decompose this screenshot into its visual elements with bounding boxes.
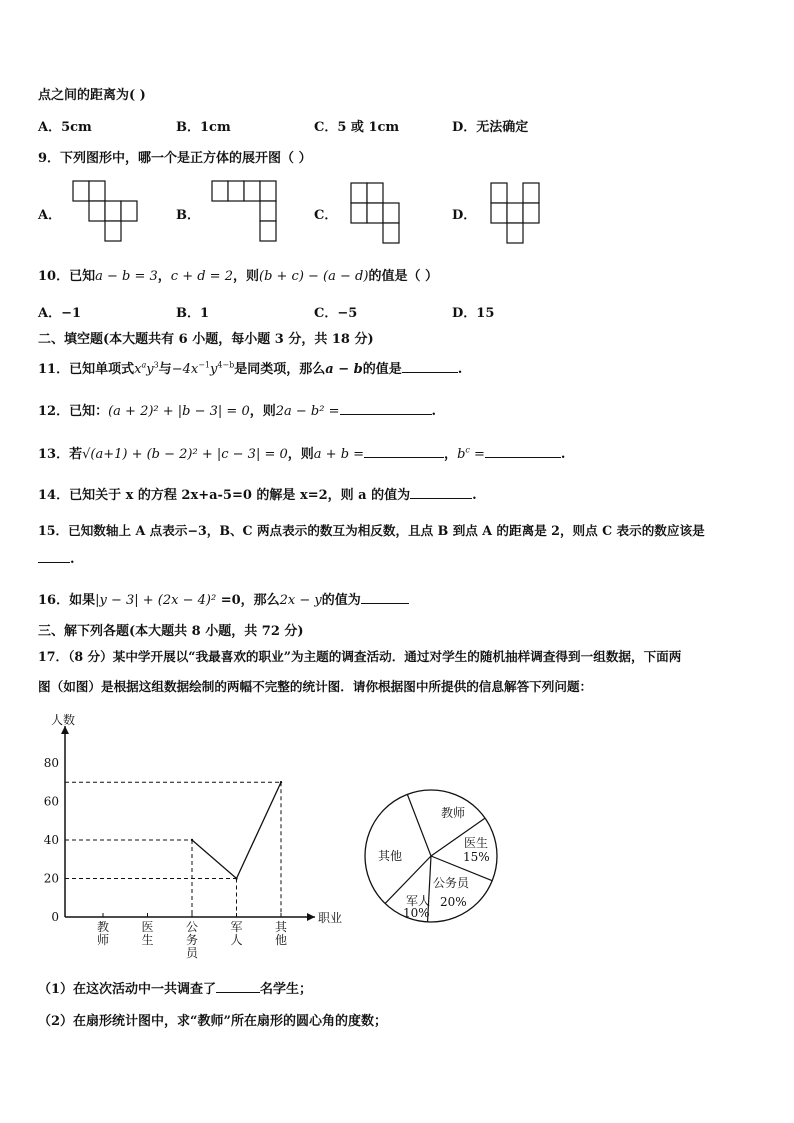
answer-blank <box>361 591 409 604</box>
q10-option-a: A．−1 <box>38 306 82 321</box>
answer-blank <box>216 980 260 993</box>
q11: 11．已知单项式$x^ay^3$与$-4x^{-1}y^{4-b}$是同类项，那么a − b的值是 . <box>38 360 463 377</box>
slice-percent-医生: 15% <box>463 850 490 864</box>
cube-net-a <box>72 180 142 244</box>
q8-option-b: B．1cm <box>176 120 231 135</box>
data-point-公务员 <box>191 839 193 841</box>
q15-line2: . <box>38 550 75 567</box>
q9-label-b: B． <box>176 208 200 223</box>
q17-sub2: （2）在扇形统计图中，求“教师”所在扇形的圆心角的度数； <box>38 1014 388 1029</box>
x-tick-label: 教师 <box>96 920 110 947</box>
q8-option-c: C．5 或 1cm <box>314 120 400 135</box>
y-axis-arrow <box>61 726 69 734</box>
y-tick-label: 0 <box>51 910 59 924</box>
slice-label-公务员: 公务员 <box>433 876 470 890</box>
series-line <box>192 782 281 878</box>
y-tick-label: 80 <box>43 756 59 770</box>
slice-label-教师: 教师 <box>441 806 466 820</box>
x-tick-label: 军人 <box>230 920 243 947</box>
answer-blank <box>38 550 70 563</box>
slice-label-医生: 医生 <box>464 836 489 850</box>
q15-line1: 15．已知数轴上 A 点表示−3，B、C 两点表示的数互为相反数，且点 B 到点 A 的距离是 2，则点 C 表示的数应该是 <box>38 523 705 538</box>
answer-blank <box>410 486 472 499</box>
occupation-line-chart <box>30 708 360 968</box>
q12: 12．已知：(a + 2)² + |b − 3| = 0，则2a − b² = . <box>38 404 437 419</box>
q9-stem: 9．下列图形中，哪一个是正方体的展开图（ ） <box>38 151 312 166</box>
q8-option-d: D．无法确定 <box>452 120 529 135</box>
x-tick-label: 其他 <box>274 920 288 947</box>
slice-label-军人: 军人 <box>406 894 431 908</box>
answer-blank <box>364 445 444 458</box>
section-3-heading: 三、解下列各题(本大题共 8 小题，共 72 分) <box>38 624 304 639</box>
q8-option-a: A．5cm <box>38 120 92 135</box>
answer-blank <box>402 360 458 373</box>
slice-percent-公务员: 20% <box>440 895 467 909</box>
x-axis-arrow <box>307 913 315 921</box>
q9-label-a: A． <box>38 208 62 223</box>
y-tick-label: 40 <box>43 833 59 847</box>
section-2-heading: 二、填空题(本大题共有 6 小题，每小题 3 分，共 18 分) <box>38 332 374 347</box>
slice-percent-军人: 10% <box>403 906 430 920</box>
q17-line1: 17．（8 分）某中学开展以“我最喜欢的职业”为主题的调查活动．通过对学生的随机抽样调查得到一组数据，下面两 <box>38 649 682 664</box>
data-point-军人 <box>235 877 237 879</box>
q17-line2: 图（如图）是根据这组数据绘制的两幅不完整的统计图．请你根据图中所提供的信息解答下列问题： <box>38 679 593 694</box>
q16: 16．如果|y − 3| + (2x − 4)² =0，那么2x − y的值为 <box>38 589 409 608</box>
x-tick-label: 医生 <box>141 920 154 947</box>
q10-option-c: C．−5 <box>314 306 358 321</box>
cube-net-b <box>211 180 281 244</box>
q14: 14．已知关于 x 的方程 2x+a-5=0 的解是 x=2，则 a 的值为 . <box>38 488 477 503</box>
q10-option-d: D．15 <box>452 306 495 321</box>
occupation-pie-chart <box>356 786 516 936</box>
q8-stem: 点之间的距离为( ) <box>38 88 146 103</box>
cube-net-c <box>350 182 404 246</box>
y-tick-label: 20 <box>43 871 59 886</box>
q10-option-b: B．1 <box>176 306 210 321</box>
y-tick-label: 60 <box>43 794 59 809</box>
y-axis-label: 人数 <box>51 713 76 727</box>
q17-sub1: （1）在这次活动中一共调查了 名学生； <box>38 982 313 997</box>
q10-stem: 10．已知a − b = 3，c + d = 2，则(b + c) − (a − d)的值是（ ） <box>38 269 438 284</box>
answer-blank <box>485 445 561 458</box>
x-tick-label: 公务员 <box>185 920 199 960</box>
q9-label-d: D． <box>452 208 477 223</box>
data-point-其他 <box>280 781 282 783</box>
cube-net-d <box>490 182 544 246</box>
q9-label-c: C． <box>314 208 338 223</box>
slice-label-其他: 其他 <box>378 849 403 863</box>
x-axis-label: 职业 <box>318 911 343 925</box>
answer-blank <box>340 402 432 415</box>
q13: 13．若√(a+1) + (b − 2)² + |c − 3| = 0，则a + b = ，$b^c$ = . <box>38 445 566 462</box>
